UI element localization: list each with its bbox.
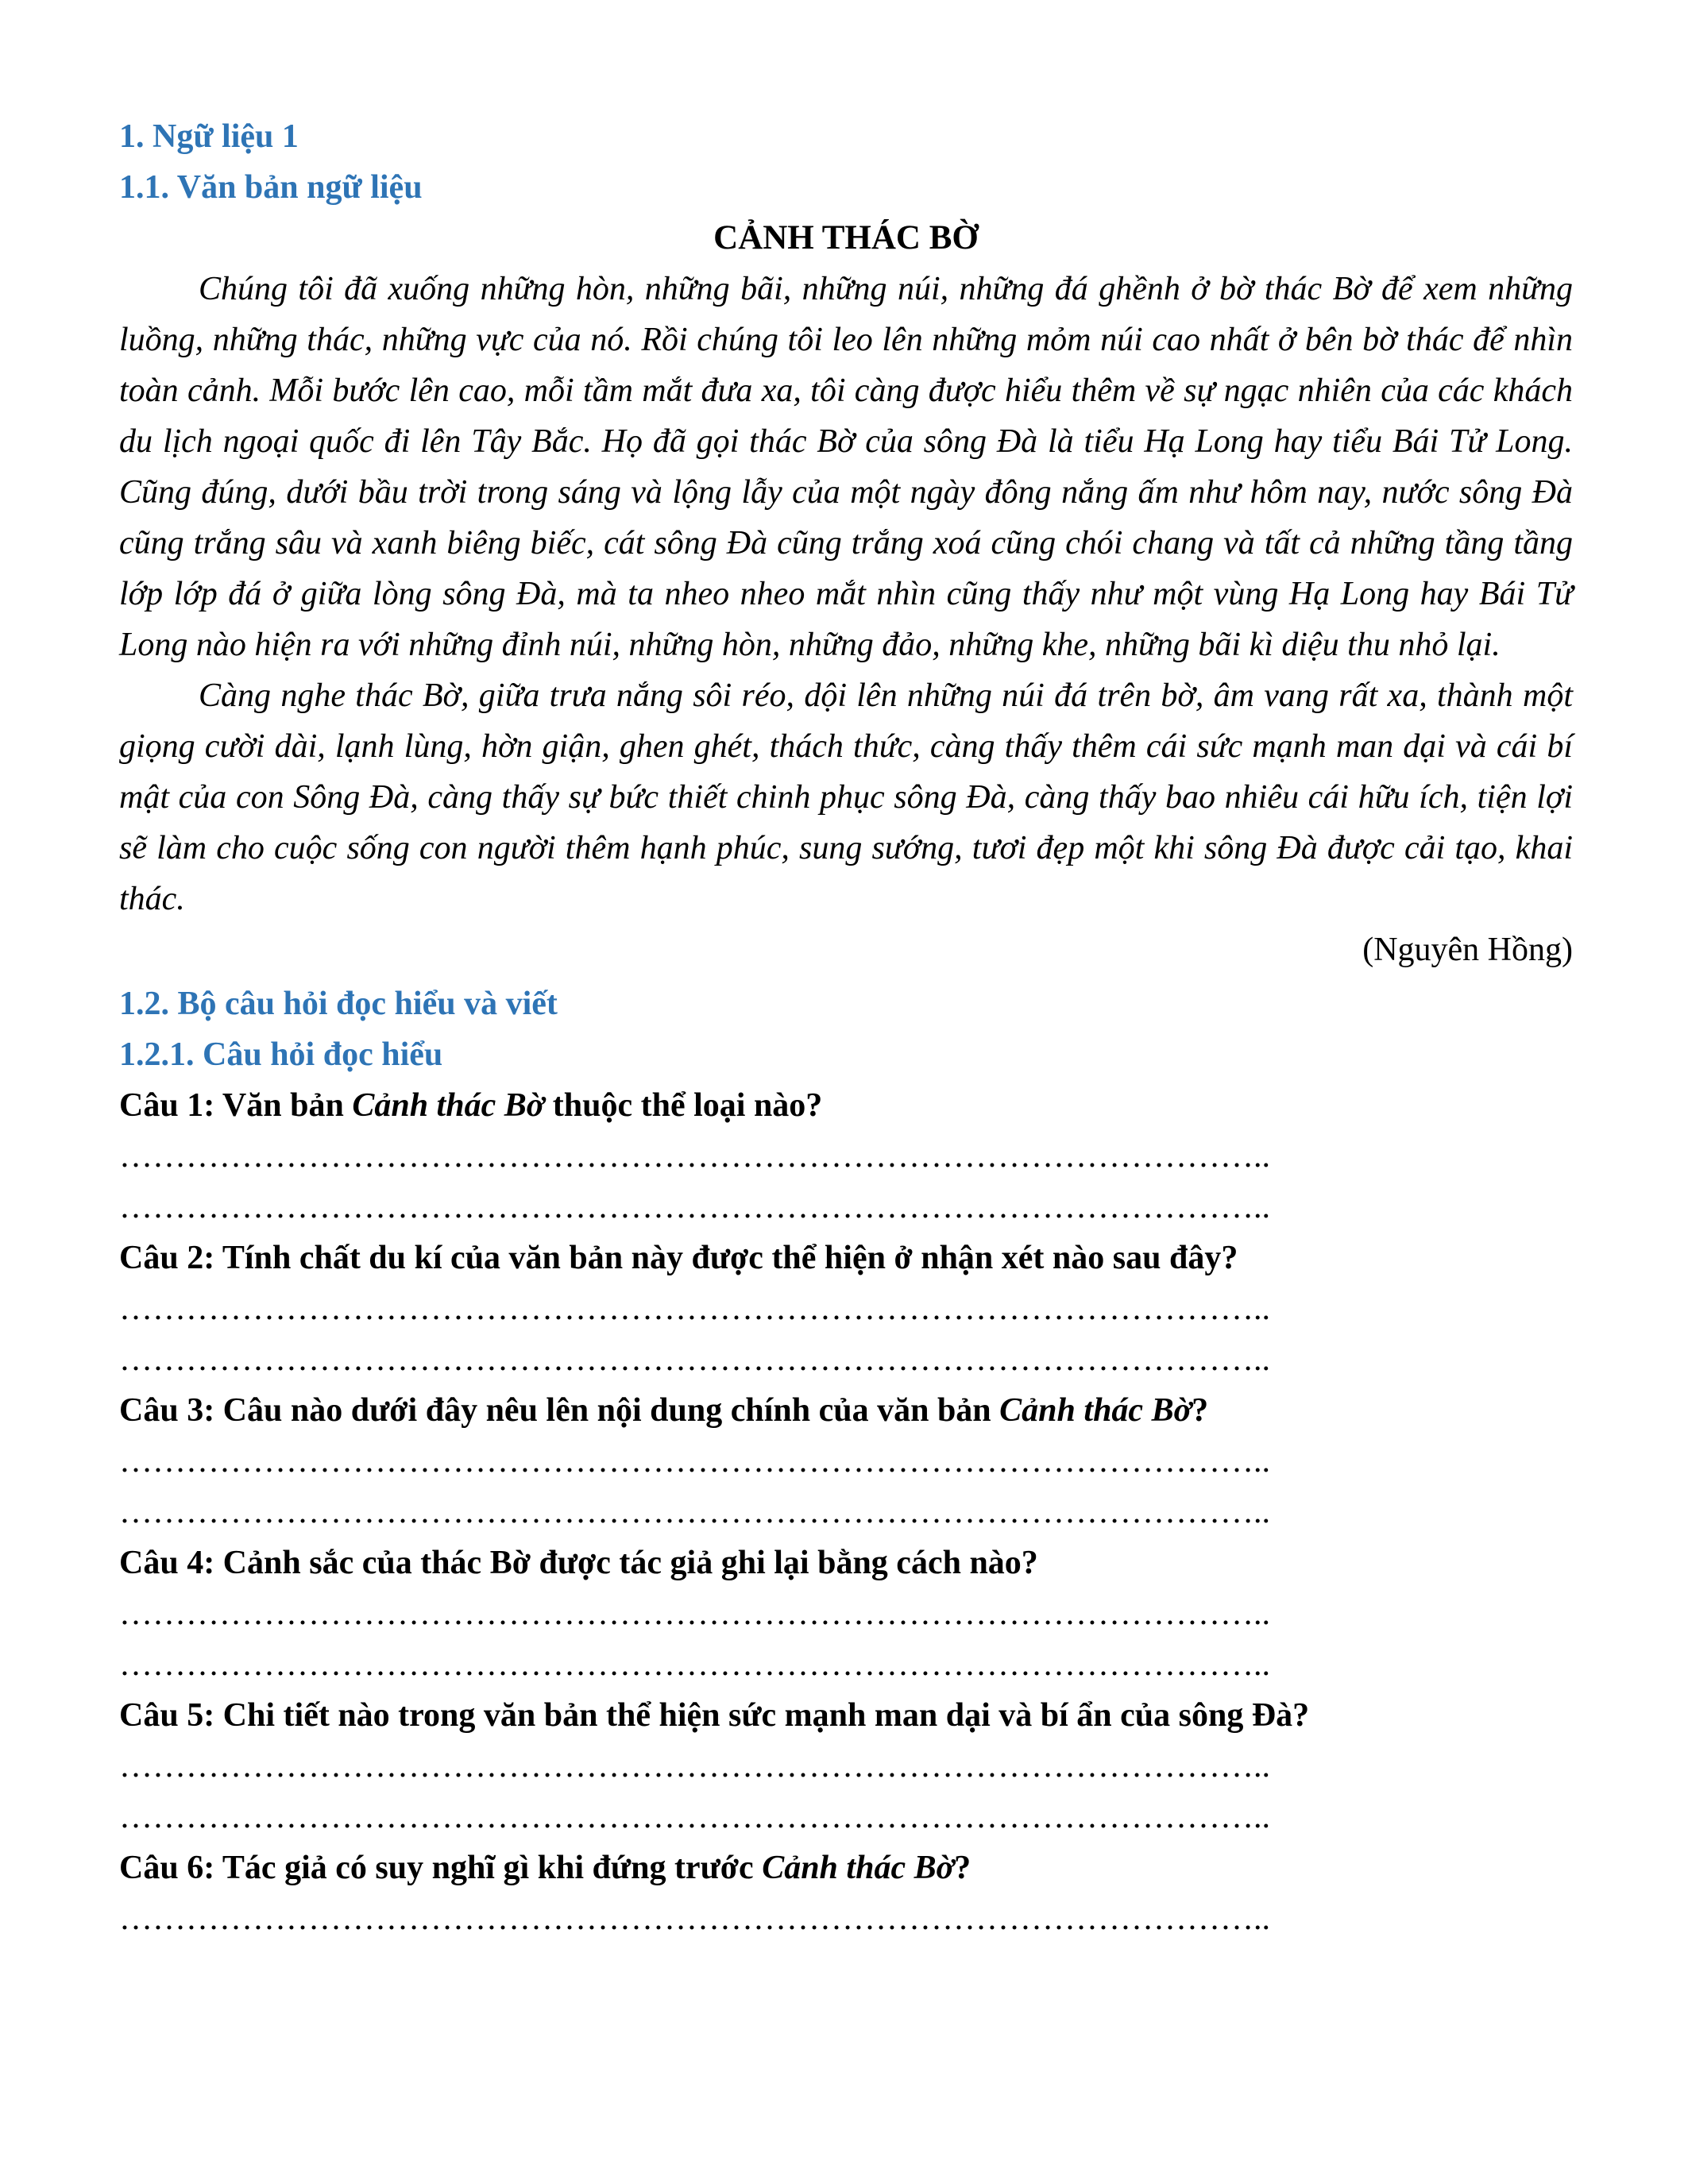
text-author: (Nguyên Hồng) bbox=[1362, 932, 1573, 968]
question-4 bbox=[119, 1538, 1573, 1588]
answer-line[interactable]: ………………………………………………………………………………………….. bbox=[119, 1494, 1270, 1530]
answer-line[interactable]: ………………………………………………………………………………………….. bbox=[119, 1799, 1270, 1835]
text-paragraph: Chúng tôi đã xuống những hòn, những bãi, những núi, những đá ghềnh ở bờ thác Bờ để xem những luồng, những thác, những vực của nó. Rồi chúng tôi leo lên những mỏm núi cao nhất ở bên bờ thác để nhìn toàn cảnh. Mỗi bước lên cao, mỗi tầm mắt đưa xa, tôi càng được hiểu thêm về sự ngạc nhiên của các khách du lịch ngoại quốc đi lên Tây Bắc. Họ đã gọi thác Bờ của sông Đà là tiểu Hạ Long hay tiểu Bái Tử Long. Cũng đúng, dưới bầu trời trong sáng và lộng lẫy của một ngày đông nắng ấm như hôm nay, nước sông Đà cũng trắng sâu và xanh biêng biếc, cát sông Đà cũng trắng xoá cũng chói chang và tất cả những tầng tầng lớp lớp đá ở giữa lòng sông Đà, mà ta nheo nheo mắt nhìn cũng thấy như một vùng Hạ Long hay Bái Tử Long nào hiện ra với những đỉnh núi, những hòn, những đảo, những khe, những bãi kì diệu thu nhỏ lại. bbox=[119, 271, 1573, 663]
answer-line[interactable]: ………………………………………………………………………………………….. bbox=[119, 1189, 1270, 1225]
answer-line[interactable]: ………………………………………………………………………………………….. bbox=[119, 1900, 1270, 1937]
answer-line[interactable]: ………………………………………………………………………………………….. bbox=[119, 1596, 1270, 1632]
question-text: Câu 2: Tính chất du kí của văn bản này được thể hiện ở nhận xét nào sau đây? bbox=[119, 1240, 1238, 1276]
question-text: Câu 5: Chi tiết nào trong văn bản thể hiện sức mạnh man dại và bí ẩn của sông Đà? bbox=[119, 1697, 1310, 1734]
answer-line[interactable]: ………………………………………………………………………………………….. bbox=[119, 1291, 1270, 1327]
answer-line[interactable]: ………………………………………………………………………………………….. bbox=[119, 1138, 1270, 1175]
question-title-ref: Cảnh thác Bờ bbox=[762, 1850, 955, 1886]
question-6 bbox=[119, 1843, 1573, 1893]
question-text: ? bbox=[954, 1850, 971, 1886]
question-title-ref: Cảnh thác Bờ bbox=[999, 1392, 1192, 1429]
answer-line[interactable]: ………………………………………………………………………………………….. bbox=[119, 1748, 1270, 1785]
question-text: ? bbox=[1192, 1392, 1209, 1429]
document-page bbox=[119, 111, 1573, 1944]
text-paragraph: Càng nghe thác Bờ, giữa trưa nắng sôi réo, dội lên những núi đá trên bờ, âm vang rất xa, thành một giọng cười dài, lạnh lùng, hờn giận, ghen ghét, thách thức, càng thấy thêm cái sức mạnh man dại và cái bí mật của con Sông Đà, càng thấy sự bức thiết chinh phục sông Đà, càng thấy bao nhiêu cái hữu ích, tiện lợi sẽ làm cho cuộc sống con người thêm hạnh phúc, sung sướng, tươi đẹp một khi sông Đà được cải tạo, khai thác. bbox=[119, 677, 1573, 917]
question-text: Câu 6: Tác giả có suy nghĩ gì khi đứng trước bbox=[119, 1850, 763, 1886]
question-5 bbox=[119, 1690, 1573, 1741]
text-title: CẢNH THÁC BỜ bbox=[713, 219, 979, 257]
section-heading: 1.2. Bộ câu hỏi đọc hiểu và viết bbox=[119, 986, 558, 1022]
answer-line[interactable]: ………………………………………………………………………………………….. bbox=[119, 1443, 1270, 1480]
section-subheading: 1.1. Văn bản ngữ liệu bbox=[119, 169, 423, 206]
question-text: Câu 1: Văn bản bbox=[119, 1087, 353, 1124]
question-2 bbox=[119, 1233, 1573, 1283]
question-3 bbox=[119, 1385, 1573, 1436]
question-text: Câu 4: Cảnh sắc của thác Bờ được tác giả ghi lại bằng cách nào? bbox=[119, 1545, 1038, 1581]
answer-line[interactable]: ………………………………………………………………………………………….. bbox=[119, 1646, 1270, 1683]
question-text: Câu 3: Câu nào dưới đây nêu lên nội dung chính của văn bản bbox=[119, 1392, 1000, 1429]
section-subheading: 1.2.1. Câu hỏi đọc hiểu bbox=[119, 1036, 443, 1073]
question-title-ref: Cảnh thác Bờ bbox=[352, 1087, 545, 1124]
section-heading: 1. Ngữ liệu 1 bbox=[119, 118, 299, 155]
answer-line[interactable]: ………………………………………………………………………………………….. bbox=[119, 1341, 1270, 1378]
question-1 bbox=[119, 1080, 1573, 1131]
question-text: thuộc thể loại nào? bbox=[544, 1087, 823, 1124]
